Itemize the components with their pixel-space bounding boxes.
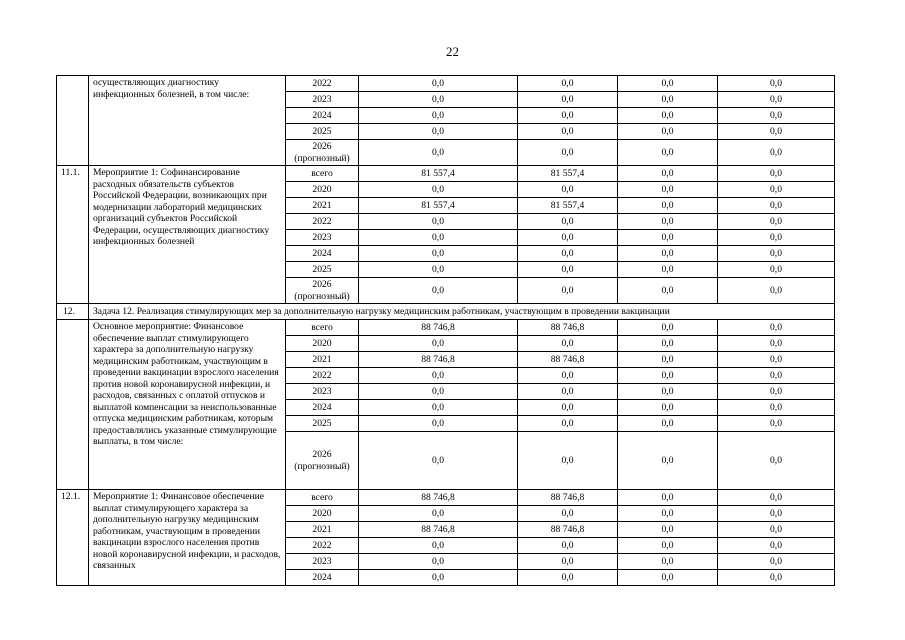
year-cell: всего: [286, 320, 359, 336]
value-cell-3: 0,0: [618, 182, 718, 198]
value-cell-3: 0,0: [618, 570, 718, 586]
value-cell-1: 81 557,4: [359, 198, 518, 214]
value-cell-2: 0,0: [518, 432, 618, 490]
value-cell-1: 0,0: [359, 124, 518, 140]
row-number-cell: 12.1.: [57, 490, 89, 586]
row-number-cell: [57, 320, 89, 490]
value-cell-4: 0,0: [718, 522, 835, 538]
value-cell-4: 0,0: [718, 230, 835, 246]
value-cell-2: 0,0: [518, 416, 618, 432]
value-cell-1: 0,0: [359, 538, 518, 554]
value-cell-1: 0,0: [359, 506, 518, 522]
year-cell: 2025: [286, 416, 359, 432]
value-cell-1: 0,0: [359, 278, 518, 304]
value-cell-4: 0,0: [718, 336, 835, 352]
value-cell-1: 0,0: [359, 262, 518, 278]
year-cell: 2021: [286, 198, 359, 214]
value-cell-3: 0,0: [618, 108, 718, 124]
year-cell: 2023: [286, 230, 359, 246]
value-cell-4: 0,0: [718, 352, 835, 368]
year-cell: 2020: [286, 506, 359, 522]
value-cell-1: 0,0: [359, 140, 518, 166]
year-cell: 2022: [286, 368, 359, 384]
value-cell-3: 0,0: [618, 198, 718, 214]
value-cell-1: 88 746,8: [359, 522, 518, 538]
value-cell-2: 0,0: [518, 140, 618, 166]
value-cell-1: 0,0: [359, 570, 518, 586]
value-cell-2: 0,0: [518, 214, 618, 230]
value-cell-3: 0,0: [618, 352, 718, 368]
value-cell-4: 0,0: [718, 506, 835, 522]
value-cell-4: 0,0: [718, 214, 835, 230]
year-cell: 2023: [286, 92, 359, 108]
value-cell-1: 0,0: [359, 554, 518, 570]
task-row: [57, 304, 835, 320]
value-cell-2: 0,0: [518, 262, 618, 278]
value-cell-3: 0,0: [618, 230, 718, 246]
year-cell: 2026 (прогнозный): [286, 140, 359, 166]
year-cell: 2021: [286, 352, 359, 368]
value-cell-1: 88 746,8: [359, 490, 518, 506]
value-cell-2: 0,0: [518, 230, 618, 246]
value-cell-2: 0,0: [518, 76, 618, 92]
value-cell-2: 0,0: [518, 368, 618, 384]
value-cell-3: 0,0: [618, 336, 718, 352]
task-title-cell: Задача 12. Реализация стимулирующих мер за дополнительную нагрузку медицинским работникам, участвующим в проведении вакцинации: [89, 304, 835, 320]
measure-name-cell: Основное мероприятие: Финансовое обеспечение выплат стимулирующего характера за дополнительную нагрузку медицинским работникам, участвующим в проведении вакцинации взрослого населения против новой коронавирусной инфекции, и расходов, связанных с оплатой отпусков и выплатой компенсации за неиспользованные отпуска медицинским работникам, которым предоставлялись указанные стимулирующие выплаты, в том числе:: [89, 320, 286, 490]
value-cell-2: 0,0: [518, 384, 618, 400]
value-cell-4: 0,0: [718, 108, 835, 124]
budget-table: [56, 75, 835, 586]
value-cell-3: 0,0: [618, 416, 718, 432]
year-cell: 2024: [286, 246, 359, 262]
value-cell-3: 0,0: [618, 166, 718, 182]
value-cell-3: 0,0: [618, 368, 718, 384]
value-cell-1: 0,0: [359, 92, 518, 108]
value-cell-2: 0,0: [518, 400, 618, 416]
value-cell-1: 81 557,4: [359, 166, 518, 182]
year-cell: 2024: [286, 400, 359, 416]
value-cell-4: 0,0: [718, 554, 835, 570]
year-cell: 2023: [286, 384, 359, 400]
value-cell-4: 0,0: [718, 490, 835, 506]
year-cell: всего: [286, 166, 359, 182]
value-cell-2: 88 746,8: [518, 352, 618, 368]
year-cell: 2025: [286, 262, 359, 278]
value-cell-3: 0,0: [618, 384, 718, 400]
value-cell-3: 0,0: [618, 490, 718, 506]
value-cell-3: 0,0: [618, 320, 718, 336]
year-cell: 2024: [286, 108, 359, 124]
year-cell: 2026 (прогнозный): [286, 278, 359, 304]
value-cell-1: 88 746,8: [359, 320, 518, 336]
value-cell-3: 0,0: [618, 538, 718, 554]
row-number-cell: [57, 76, 89, 166]
value-cell-2: 0,0: [518, 538, 618, 554]
year-cell: 2022: [286, 538, 359, 554]
value-cell-2: 88 746,8: [518, 320, 618, 336]
value-cell-4: 0,0: [718, 320, 835, 336]
value-cell-3: 0,0: [618, 432, 718, 490]
year-cell: 2023: [286, 554, 359, 570]
value-cell-3: 0,0: [618, 522, 718, 538]
year-cell: 2022: [286, 214, 359, 230]
value-cell-2: 81 557,4: [518, 166, 618, 182]
measure-name-cell: Мероприятие 1: Финансовое обеспечение выплат стимулирующего характера за дополнительную нагрузку медицинским работникам, участвующим в проведении вакцинации взрослого населения против новой коронавирусной инфекции, и расходов, связанных: [89, 490, 286, 586]
value-cell-1: 0,0: [359, 432, 518, 490]
value-cell-4: 0,0: [718, 124, 835, 140]
value-cell-2: 0,0: [518, 92, 618, 108]
value-cell-4: 0,0: [718, 432, 835, 490]
year-cell: 2026 (прогнозный): [286, 432, 359, 490]
value-cell-4: 0,0: [718, 246, 835, 262]
year-cell: 2021: [286, 522, 359, 538]
value-cell-4: 0,0: [718, 198, 835, 214]
value-cell-1: 0,0: [359, 230, 518, 246]
value-cell-1: 0,0: [359, 368, 518, 384]
value-cell-4: 0,0: [718, 400, 835, 416]
value-cell-2: 0,0: [518, 570, 618, 586]
table-row: [57, 320, 835, 336]
year-cell: 2024: [286, 570, 359, 586]
value-cell-4: 0,0: [718, 570, 835, 586]
row-number-cell: 11.1.: [57, 166, 89, 304]
value-cell-1: 0,0: [359, 76, 518, 92]
value-cell-4: 0,0: [718, 140, 835, 166]
value-cell-1: 0,0: [359, 182, 518, 198]
value-cell-3: 0,0: [618, 214, 718, 230]
value-cell-3: 0,0: [618, 278, 718, 304]
row-number-cell: 12.: [57, 304, 89, 320]
year-cell: 2025: [286, 124, 359, 140]
year-cell: всего: [286, 490, 359, 506]
value-cell-3: 0,0: [618, 124, 718, 140]
measure-name-cell: осуществляющих диагностику инфекционных болезней, в том числе:: [89, 76, 286, 166]
table-row: [57, 490, 835, 506]
value-cell-3: 0,0: [618, 262, 718, 278]
value-cell-2: 0,0: [518, 108, 618, 124]
value-cell-4: 0,0: [718, 166, 835, 182]
page-number: 22: [446, 44, 459, 59]
value-cell-4: 0,0: [718, 182, 835, 198]
value-cell-2: 88 746,8: [518, 490, 618, 506]
value-cell-4: 0,0: [718, 278, 835, 304]
value-cell-4: 0,0: [718, 538, 835, 554]
value-cell-1: 88 746,8: [359, 352, 518, 368]
table-row: [57, 76, 835, 92]
value-cell-2: 0,0: [518, 506, 618, 522]
value-cell-3: 0,0: [618, 76, 718, 92]
value-cell-2: 88 746,8: [518, 522, 618, 538]
year-cell: 2020: [286, 182, 359, 198]
value-cell-1: 0,0: [359, 416, 518, 432]
value-cell-3: 0,0: [618, 140, 718, 166]
value-cell-1: 0,0: [359, 336, 518, 352]
value-cell-2: 0,0: [518, 554, 618, 570]
value-cell-4: 0,0: [718, 384, 835, 400]
measure-name-cell: Мероприятие 1: Софинансирование расходных обязательств субъектов Российской Федерации, возникающих при модернизации лабораторий медицинских организаций субъектов Российской Федерации, осуществляющих диагностику инфекционных болезней: [89, 166, 286, 304]
value-cell-3: 0,0: [618, 506, 718, 522]
table-row: [57, 166, 835, 182]
value-cell-3: 0,0: [618, 554, 718, 570]
year-cell: 2020: [286, 336, 359, 352]
value-cell-1: 0,0: [359, 214, 518, 230]
value-cell-2: 81 557,4: [518, 198, 618, 214]
value-cell-3: 0,0: [618, 92, 718, 108]
table-body: [57, 76, 835, 586]
value-cell-4: 0,0: [718, 416, 835, 432]
value-cell-2: 0,0: [518, 336, 618, 352]
value-cell-3: 0,0: [618, 246, 718, 262]
value-cell-4: 0,0: [718, 368, 835, 384]
value-cell-4: 0,0: [718, 262, 835, 278]
value-cell-2: 0,0: [518, 182, 618, 198]
value-cell-1: 0,0: [359, 400, 518, 416]
value-cell-4: 0,0: [718, 92, 835, 108]
value-cell-1: 0,0: [359, 246, 518, 262]
year-cell: 2022: [286, 76, 359, 92]
value-cell-1: 0,0: [359, 108, 518, 124]
value-cell-1: 0,0: [359, 384, 518, 400]
value-cell-3: 0,0: [618, 400, 718, 416]
value-cell-2: 0,0: [518, 124, 618, 140]
value-cell-2: 0,0: [518, 246, 618, 262]
value-cell-4: 0,0: [718, 76, 835, 92]
value-cell-2: 0,0: [518, 278, 618, 304]
